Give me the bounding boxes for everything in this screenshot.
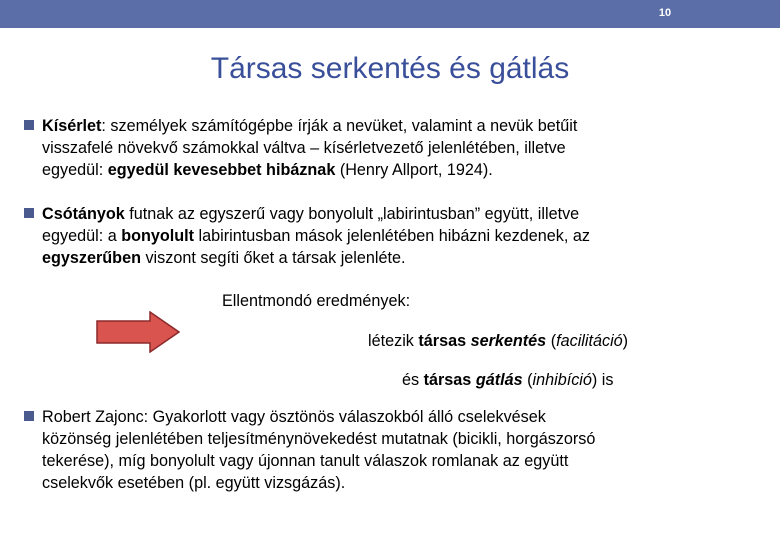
paragraph-cockroaches [22, 203, 755, 269]
text-span: ) [622, 332, 629, 350]
paragraph-line: cselekvők esetében (pl. együtt vizsgázás). [42, 474, 346, 492]
paragraph-line [22, 203, 755, 225]
square-bullet-icon [24, 120, 34, 130]
text-span: létezik [368, 332, 419, 350]
term-experiment: Kísérlet [42, 117, 102, 135]
text-span: Robert Zajonc: Gyakorlott vagy ösztönös válaszokból álló cselekvések [42, 408, 546, 426]
text-span: viszont segíti őket a társak jelenléte. [140, 249, 406, 267]
emphasis-italic-text: gátlás [475, 371, 523, 389]
paragraph-line [22, 115, 755, 137]
paragraph-line [22, 247, 755, 269]
paragraph-line: tekerése), míg bonyolult vagy újonnan tanult válaszok romlanak az együtt [42, 452, 569, 470]
paragraph-zajonc [22, 406, 755, 494]
italic-term: facilitáció [556, 332, 623, 350]
text-span: ) is [591, 371, 614, 389]
italic-term: inhibíció [532, 371, 592, 389]
text-span: : személyek számítógépbe írják a nevüket, valamint a nevük betűit [101, 117, 578, 135]
slide-title: Társas serkentés és gátlás [210, 52, 570, 85]
text-span: ( [546, 332, 557, 350]
right-arrow-icon [96, 311, 180, 353]
term-cockroaches: Csótányok [42, 205, 125, 223]
square-bullet-icon [24, 411, 34, 421]
page-number: 10 [658, 7, 672, 19]
contradictory-heading: Ellentmondó eredmények: [222, 292, 411, 310]
square-bullet-icon [24, 208, 34, 218]
text-span: ( [522, 371, 533, 389]
paragraph-line [22, 159, 755, 181]
text-span: egyedül: a [42, 227, 122, 245]
text-span: egyedül: [42, 161, 108, 179]
emphasis-text: társas [423, 371, 476, 389]
text-span: és [402, 371, 424, 389]
result-facilitation [368, 330, 628, 352]
text-span: futnak az egyszerű vagy bonyolult „labirintusban” együtt, illetve [124, 205, 580, 223]
citation-text: (Henry Allport, 1924). [335, 161, 493, 179]
paragraph-line: közönség jelenlétében teljesítménynövekedést mutatnak (bicikli, horgászorsó [42, 430, 596, 448]
header-bar [0, 0, 780, 28]
emphasis-text: egyszerűben [42, 249, 141, 267]
paragraph-line [22, 406, 755, 428]
emphasis-text: egyedül kevesebbet hibáznak [107, 161, 336, 179]
text-span: labirintusban mások jelenlétében hibázni kezdenek, az [194, 227, 590, 245]
result-inhibition [402, 369, 613, 391]
emphasis-text: bonyolult [121, 227, 195, 245]
paragraph-experiment [22, 115, 755, 181]
emphasis-italic-text: serkentés [470, 332, 547, 350]
paragraph-line: visszafelé növekvő számokkal váltva – kísérletvezető jelenlétében, illetve [42, 139, 566, 157]
paragraph-line [22, 225, 755, 247]
emphasis-text: társas [418, 332, 471, 350]
